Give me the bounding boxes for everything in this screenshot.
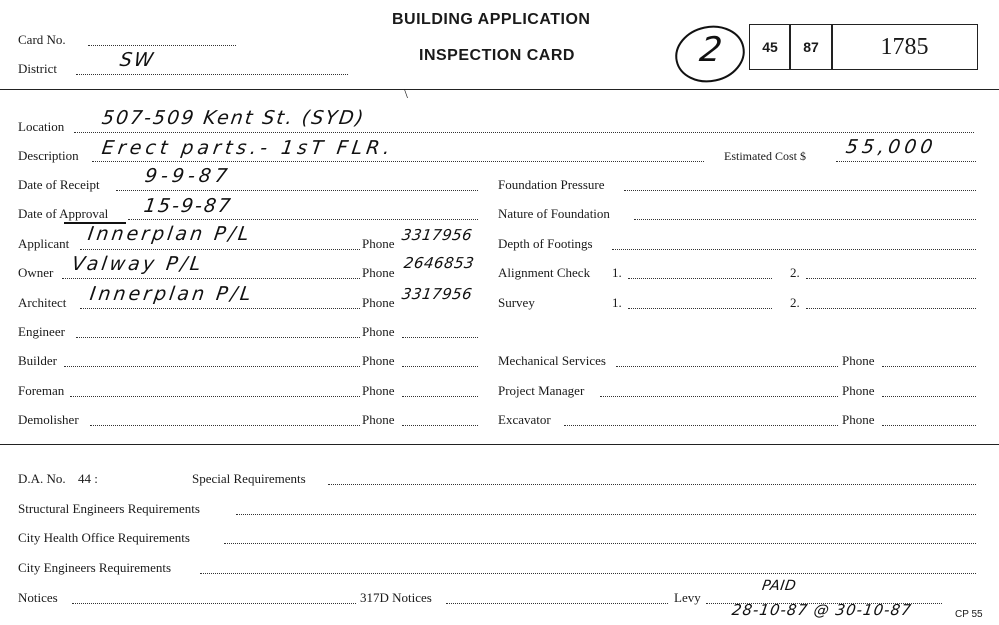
alignment-check-label: Alignment Check bbox=[498, 265, 591, 280]
excavator-field[interactable] bbox=[564, 425, 838, 426]
circled-number: 2 bbox=[697, 30, 725, 70]
description-value: Erect parts.- 1sT FLR. bbox=[100, 137, 396, 159]
foreman-phone-label: Phone bbox=[362, 383, 395, 398]
code-box-2 bbox=[789, 24, 833, 70]
special-requirements-label: Special Requirements bbox=[192, 471, 306, 486]
foreman-field[interactable] bbox=[70, 396, 360, 397]
architect-phone-label: Phone bbox=[362, 295, 395, 310]
mechanical-phone-field[interactable] bbox=[882, 366, 976, 367]
location-field[interactable] bbox=[74, 132, 974, 133]
builder-phone-label: Phone bbox=[362, 353, 395, 368]
location-value: 507-509 Kent St. (SYD) bbox=[100, 107, 367, 129]
excavator-phone-label: Phone bbox=[842, 412, 875, 427]
structural-label: Structural Engineers Requirements bbox=[18, 501, 200, 516]
description-label: Description bbox=[18, 148, 79, 163]
applicant-phone-value: 3317956 bbox=[400, 226, 474, 244]
estimated-cost-field[interactable] bbox=[836, 161, 976, 162]
description-field[interactable] bbox=[92, 161, 704, 162]
divider-bottom bbox=[0, 444, 999, 445]
alignment-num-1: 1. bbox=[612, 265, 622, 280]
foundation-pressure-field[interactable] bbox=[624, 190, 976, 191]
levy-paid: PAID bbox=[760, 578, 798, 594]
applicant-label: Applicant bbox=[18, 236, 70, 251]
nature-foundation-label: Nature of Foundation bbox=[498, 206, 610, 221]
project-manager-phone-label: Phone bbox=[842, 383, 875, 398]
survey-field-2[interactable] bbox=[806, 308, 976, 309]
owner-label: Owner bbox=[18, 265, 54, 280]
foundation-pressure-label: Foundation Pressure bbox=[498, 177, 605, 192]
levy-dates: 28-10-87 @ 30-10-87 bbox=[730, 601, 913, 619]
date-approval-label: Date of Approval bbox=[18, 206, 109, 221]
district-label: District bbox=[18, 61, 57, 76]
demolisher-phone-label: Phone bbox=[362, 412, 395, 427]
architect-label: Architect bbox=[18, 295, 67, 310]
structural-field[interactable] bbox=[236, 514, 976, 515]
demolisher-label: Demolisher bbox=[18, 412, 79, 427]
notices-317d-label: 317D Notices bbox=[360, 590, 432, 605]
architect-phone-value: 3317956 bbox=[400, 285, 474, 303]
location-label: Location bbox=[18, 119, 65, 134]
project-manager-field[interactable] bbox=[600, 396, 838, 397]
survey-field-1[interactable] bbox=[628, 308, 772, 309]
levy-label: Levy bbox=[674, 590, 701, 605]
notices-317d-field[interactable] bbox=[446, 603, 668, 604]
builder-label: Builder bbox=[18, 353, 57, 368]
code-2: 87 bbox=[803, 39, 819, 55]
nature-foundation-field[interactable] bbox=[634, 219, 976, 220]
engineers-field[interactable] bbox=[200, 573, 976, 574]
alignment-field-2[interactable] bbox=[806, 278, 976, 279]
excavator-phone-field[interactable] bbox=[882, 425, 976, 426]
date-approval-field[interactable] bbox=[128, 219, 478, 220]
demolisher-phone-field[interactable] bbox=[402, 425, 478, 426]
mechanical-phone-label: Phone bbox=[842, 353, 875, 368]
owner-value: Valway P/L bbox=[70, 253, 206, 275]
alignment-field-1[interactable] bbox=[628, 278, 772, 279]
card-no-label: Card No. bbox=[18, 32, 66, 47]
owner-phone-label: Phone bbox=[362, 265, 395, 280]
health-field[interactable] bbox=[224, 543, 976, 544]
project-manager-phone-field[interactable] bbox=[882, 396, 976, 397]
excavator-label: Excavator bbox=[498, 412, 551, 427]
engineer-phone-field[interactable] bbox=[402, 337, 478, 338]
foreman-label: Foreman bbox=[18, 383, 65, 398]
estimated-cost-label: Estimated Cost $ bbox=[724, 149, 806, 163]
builder-phone-field[interactable] bbox=[402, 366, 478, 367]
survey-label: Survey bbox=[498, 295, 535, 310]
alignment-num-2: 2. bbox=[790, 265, 800, 280]
form-code: CP 55 bbox=[955, 609, 983, 620]
owner-field[interactable] bbox=[62, 278, 360, 279]
architect-field[interactable] bbox=[80, 308, 360, 309]
mechanical-label: Mechanical Services bbox=[498, 353, 606, 368]
code-1: 45 bbox=[762, 39, 778, 55]
applicant-field[interactable] bbox=[80, 249, 360, 250]
demolisher-field[interactable] bbox=[90, 425, 360, 426]
divider-top bbox=[0, 89, 999, 90]
foreman-phone-field[interactable] bbox=[402, 396, 478, 397]
applicant-value: Innerplan P/L bbox=[86, 223, 254, 245]
mechanical-field[interactable] bbox=[616, 366, 838, 367]
notices-field[interactable] bbox=[72, 603, 356, 604]
date-receipt-field[interactable] bbox=[116, 190, 478, 191]
notices-label: Notices bbox=[18, 590, 58, 605]
project-manager-label: Project Manager bbox=[498, 383, 585, 398]
engineer-field[interactable] bbox=[76, 337, 360, 338]
code-box-3 bbox=[831, 24, 978, 70]
architect-value: Innerplan P/L bbox=[88, 283, 256, 305]
date-approval-value: 15-9-87 bbox=[142, 195, 234, 217]
engineer-label: Engineer bbox=[18, 324, 65, 339]
card-no-field[interactable] bbox=[88, 45, 236, 46]
depth-footings-field[interactable] bbox=[612, 249, 976, 250]
date-receipt-value: 9-9-87 bbox=[143, 165, 233, 187]
da-no-value: 44 : bbox=[78, 471, 98, 486]
applicant-phone-label: Phone bbox=[362, 236, 395, 251]
special-requirements-field[interactable] bbox=[328, 484, 976, 485]
title-line-2: INSPECTION CARD bbox=[419, 47, 575, 64]
date-receipt-label: Date of Receipt bbox=[18, 177, 100, 192]
estimated-cost-value: 55,000 bbox=[844, 136, 939, 158]
code-box-1 bbox=[749, 24, 791, 70]
owner-phone-value: 2646853 bbox=[402, 254, 476, 272]
engineer-phone-label: Phone bbox=[362, 324, 395, 339]
builder-field[interactable] bbox=[64, 366, 360, 367]
district-value: SW bbox=[118, 49, 157, 71]
depth-footings-label: Depth of Footings bbox=[498, 236, 593, 251]
district-field[interactable] bbox=[76, 74, 348, 75]
stray-mark: \ bbox=[404, 87, 408, 102]
code-3: 1785 bbox=[880, 33, 929, 60]
survey-num-1: 1. bbox=[612, 295, 622, 310]
engineers-label: City Engineers Requirements bbox=[18, 560, 172, 575]
health-label: City Health Office Requirements bbox=[18, 530, 190, 545]
title-line-1: BUILDING APPLICATION bbox=[392, 11, 591, 28]
survey-num-2: 2. bbox=[790, 295, 800, 310]
da-no-label: D.A. No. bbox=[18, 471, 66, 486]
